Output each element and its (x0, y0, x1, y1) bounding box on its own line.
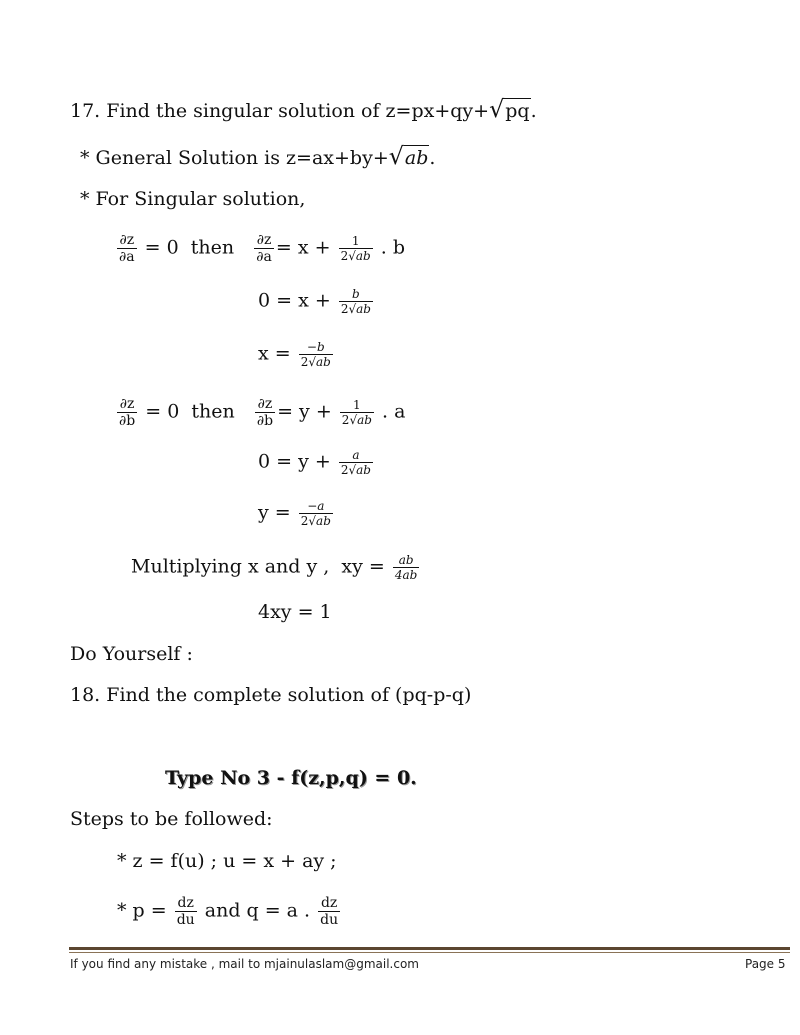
result-equation: 4xy = 1 (258, 601, 332, 623)
fraction: $\frac{1}{2√ab}$ (340, 234, 371, 263)
page-number: Page 5 (745, 957, 786, 971)
sqrt-pq: √ pq (489, 95, 530, 123)
fraction: $\frac{dz}{du}$ (320, 895, 339, 928)
question-17: 17. Find the singular solution of z=px+qy+ √ pq . (70, 95, 537, 123)
fraction: $\frac{-b}{2√ab}$ (300, 340, 331, 369)
step-2: * p = $\frac{dz}{du}$ and q = a . $\frac{dz}{du}$ (117, 895, 339, 928)
equation-b2: 0 = y + $\frac{a}{2√ab}$ (258, 448, 371, 477)
partial-fraction: $\frac{\partial z}{\partial a}$ (119, 232, 135, 265)
equation-b3: y = $\frac{-a}{2√ab}$ (258, 499, 331, 528)
fraction: $\frac{b}{2√ab}$ (340, 287, 371, 316)
question-18: 18. Find the complete solution of (pq-p-q) (70, 684, 472, 706)
type-3-heading: Type No 3 - f(z,p,q) = 0. (165, 767, 417, 789)
partial-a-line: $\frac{\partial z}{\partial a}$ = 0 then $\frac{\partial z}{\partial a}$ = x + $\frac{1}{2√ab}$ . b (119, 232, 405, 265)
steps-heading: Steps to be followed: (70, 808, 273, 830)
footer-note: If you find any mistake , mail to mjainulaslam@gmail.com (70, 957, 419, 971)
partial-fraction: $\frac{\partial z}{\partial b}$ (119, 396, 136, 429)
multiplying-line: Multiplying x and y , xy = $\frac{ab}{4ab}$ (131, 553, 418, 582)
general-solution: * General Solution is z=ax+by+ √ ab . (80, 142, 436, 170)
fraction: $\frac{ab}{4ab}$ (394, 553, 418, 582)
do-yourself-heading: Do Yourself : (70, 643, 193, 665)
footer-rule-thin (69, 952, 790, 953)
footer-rule (69, 947, 790, 950)
partial-b-line: $\frac{\partial z}{\partial b}$ = 0 then $\frac{\partial z}{\partial b}$ = y + $\frac{1}{2√ab}$ . a (119, 396, 406, 429)
fraction: $\frac{1}{2√ab}$ (341, 398, 372, 427)
equation-a3: x = $\frac{-b}{2√ab}$ (258, 340, 331, 369)
singular-heading: * For Singular solution, (80, 188, 306, 210)
fraction: $\frac{dz}{du}$ (176, 895, 195, 928)
sqrt-ab: √ ab (388, 142, 429, 170)
step-1: * z = f(u) ; u = x + ay ; (117, 850, 337, 872)
partial-fraction: $\frac{\partial z}{\partial a}$ (256, 232, 272, 265)
partial-fraction: $\frac{\partial z}{\partial b}$ (256, 396, 274, 429)
fraction: $\frac{a}{2√ab}$ (340, 448, 371, 477)
fraction: $\frac{-a}{2√ab}$ (300, 499, 331, 528)
equation-a2: 0 = x + $\frac{b}{2√ab}$ (258, 287, 371, 316)
